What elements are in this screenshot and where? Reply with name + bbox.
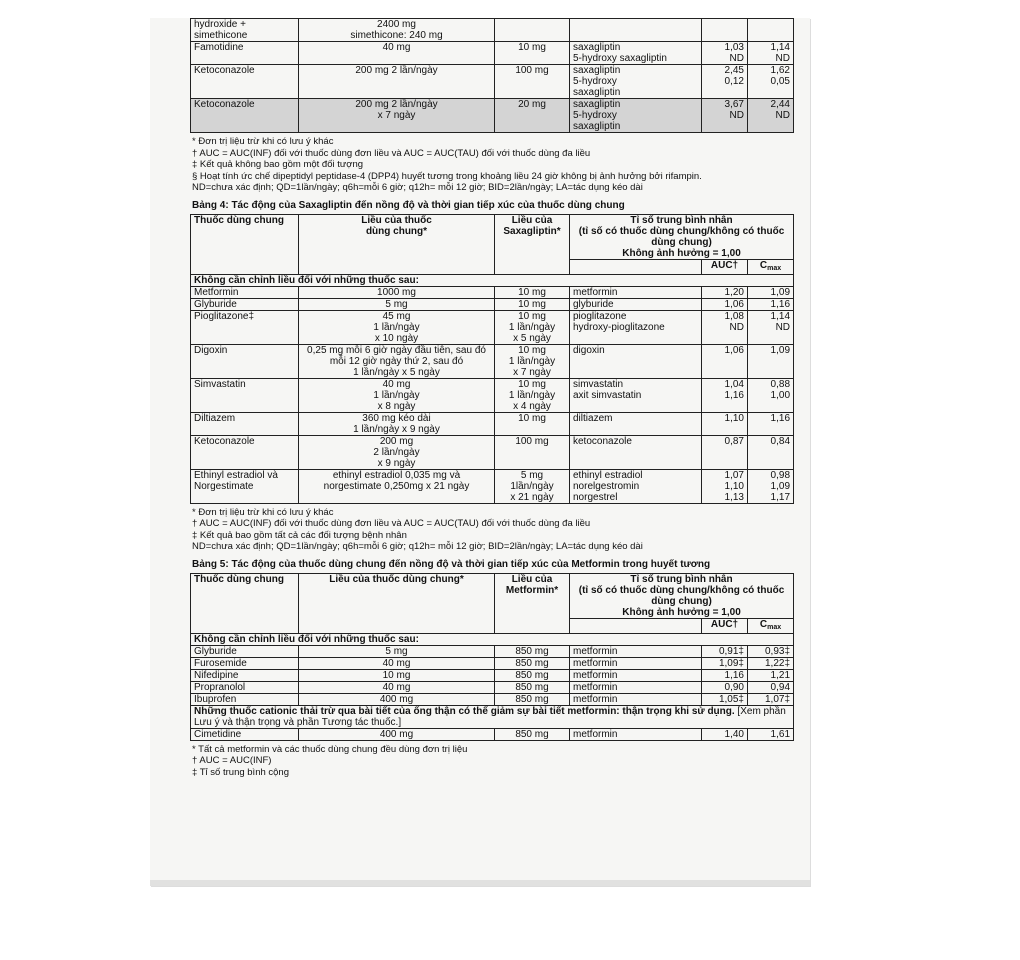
- table-row: [191, 412, 794, 435]
- cell-analyte: metformin: [570, 286, 702, 298]
- cell-cmax: 0,94: [748, 681, 794, 693]
- cell-study-dose: 10 mg 1 lần/ngày x 7 ngày: [495, 344, 570, 378]
- cell-study-dose: 10 mg: [495, 286, 570, 298]
- header-ratio: Tỉ số trung bình nhân (tỉ số có thuốc dùng chung/không có thuốc dùng chung) Không ảnh hưởng = 1,00: [570, 573, 794, 618]
- cell-study-dose: [495, 19, 570, 42]
- cell-study-dose: 10 mg 1 lần/ngày x 5 ngày: [495, 310, 570, 344]
- cell-study-dose: 100 mg: [495, 435, 570, 469]
- cell-auc: 1,05‡: [702, 693, 748, 705]
- cell-analyte: metformin: [570, 693, 702, 705]
- cell-auc: 1,04 1,16: [702, 378, 748, 412]
- cell-dose: 40 mg: [299, 681, 495, 693]
- table-4-section: Không cần chỉnh liều đối với những thuốc sau:: [191, 274, 794, 286]
- cell-dose: 40 mg: [299, 657, 495, 669]
- cell-dose: ethinyl estradiol 0,035 mg và norgestimate 0,250mg x 21 ngày: [299, 469, 495, 503]
- cell-study-dose: 20 mg: [495, 99, 570, 133]
- cell-cmax: 2,44 ND: [748, 99, 794, 133]
- footnote: † AUC = AUC(INF) đối với thuốc dùng đơn liều và AUC = AUC(TAU) đối với thuốc dùng đa liều: [192, 147, 591, 159]
- table-row: [191, 65, 794, 99]
- cell-cmax: 0,98 1,09 1,17: [748, 469, 794, 503]
- cell-auc: 1,09‡: [702, 657, 748, 669]
- cell-study-dose: 10 mg: [495, 298, 570, 310]
- table-row: [191, 435, 794, 469]
- cell-auc: 1,07 1,10 1,13: [702, 469, 748, 503]
- cell-drug: Diltiazem: [191, 412, 299, 435]
- table-5-caption: Bảng 5: Tác động của thuốc dùng chung đến nồng độ và thời gian tiếp xúc của Metformin trong huyết tương: [192, 558, 711, 570]
- cell-auc: [702, 19, 748, 42]
- cell-cmax: 1,14 ND: [748, 310, 794, 344]
- table-row: [191, 681, 794, 693]
- cell-study-dose: 5 mg 1lần/ngày x 21 ngày: [495, 469, 570, 503]
- table-row: [191, 693, 794, 705]
- header-drug: Thuốc dùng chung: [191, 573, 299, 633]
- cell-analyte: saxagliptin 5-hydroxy saxagliptin: [570, 99, 702, 133]
- cell-drug: Ketoconazole: [191, 65, 299, 99]
- cell-drug: Famotidine: [191, 42, 299, 65]
- table-row: [191, 286, 794, 298]
- cell-analyte: metformin: [570, 657, 702, 669]
- header-auc: AUC†: [702, 259, 748, 274]
- cell-cmax: 1,22‡: [748, 657, 794, 669]
- cell-cmax: 0,84: [748, 435, 794, 469]
- header-drug: Thuốc dùng chung: [191, 214, 299, 274]
- cell-cmax: 1,07‡: [748, 693, 794, 705]
- table-5: [190, 573, 794, 741]
- table-row: [191, 378, 794, 412]
- footnote: ‡ Kết quả bao gồm tất cả các đối tượng bệnh nhân: [192, 529, 407, 541]
- cell-drug: Digoxin: [191, 344, 299, 378]
- cell-study-dose: 850 mg: [495, 657, 570, 669]
- cell-dose: 360 mg kéo dài 1 lần/ngày x 9 ngày: [299, 412, 495, 435]
- cell-auc: 0,87: [702, 435, 748, 469]
- footnote: ND=chưa xác định; QD=1lần/ngày; q6h=mỗi 6 giờ; q12h= mỗi 12 giờ; BID=2lần/ngày; LA=tác dụng kéo dài: [192, 182, 643, 193]
- cell-auc: 3,67 ND: [702, 99, 748, 133]
- document-sheet: [190, 18, 796, 778]
- cell-drug: Cimetidine: [191, 728, 299, 740]
- cell-analyte: metformin: [570, 645, 702, 657]
- header-ratio: Tỉ số trung bình nhân (tỉ số có thuốc dùng chung/không có thuốc dùng chung) Không ảnh hưởng = 1,00: [570, 214, 794, 259]
- cell-cmax: [748, 19, 794, 42]
- footnote: † AUC = AUC(INF) đối với thuốc dùng đơn liều và AUC = AUC(TAU) đối với thuốc dùng đa liều: [192, 518, 591, 529]
- cell-dose: 0,25 mg mỗi 6 giờ ngày đầu tiên, sau đó mỗi 12 giờ ngày thứ 2, sau đó 1 lần/ngày x 5 ngày: [299, 344, 495, 378]
- footnote: ‡ Kết quả không bao gồm một đối tượng: [192, 159, 364, 170]
- table-5-footnotes: [190, 744, 796, 779]
- cell-analyte: diltiazem: [570, 412, 702, 435]
- footnote: † AUC = AUC(INF): [192, 755, 272, 766]
- table-4-caption: Bảng 4: Tác động của Saxagliptin đến nồng độ và thời gian tiếp xúc của thuốc dùng chung: [192, 199, 625, 211]
- cell-cmax: 1,21: [748, 669, 794, 681]
- cell-auc: 0,91‡: [702, 645, 748, 657]
- cell-study-dose: 10 mg: [495, 412, 570, 435]
- table-5-section-2: Những thuốc cationic thải trừ qua bài tiết của ống thận có thể giảm sự bài tiết metformin: thận trọng khi sử dụng. [Xem phần Lưu ý và thận trọng và phần Tương tác thuốc.]: [191, 705, 794, 728]
- cell-analyte: simvastatin axit simvastatin: [570, 378, 702, 412]
- cell-study-dose: 850 mg: [495, 669, 570, 681]
- cell-dose: 45 mg 1 lần/ngày x 10 ngày: [299, 310, 495, 344]
- cell-cmax: 1,16: [748, 298, 794, 310]
- table-row: [191, 310, 794, 344]
- cell-study-dose: 850 mg: [495, 681, 570, 693]
- cell-analyte: pioglitazone hydroxy-pioglitazone: [570, 310, 702, 344]
- footnote: * Đơn trị liệu trừ khi có lưu ý khác: [192, 136, 334, 147]
- table-row: [191, 669, 794, 681]
- cell-study-dose: 100 mg: [495, 65, 570, 99]
- cell-study-dose: 850 mg: [495, 645, 570, 657]
- cell-auc: 1,40: [702, 728, 748, 740]
- cell-drug: Simvastatin: [191, 378, 299, 412]
- cell-cmax: 1,61: [748, 728, 794, 740]
- table-row: [191, 728, 794, 740]
- cell-drug: Propranolol: [191, 681, 299, 693]
- cell-auc: 1,06: [702, 344, 748, 378]
- cell-cmax: 1,14 ND: [748, 42, 794, 65]
- cell-drug: Ibuprofen: [191, 693, 299, 705]
- table-row: [191, 344, 794, 378]
- header-cmax: $C_{max}$: [748, 259, 794, 274]
- cell-cmax: 1,09: [748, 344, 794, 378]
- cell-cmax: 1,09: [748, 286, 794, 298]
- cell-analyte: metformin: [570, 681, 702, 693]
- cell-drug: Ketoconazole: [191, 435, 299, 469]
- footnote: ND=chưa xác định; QD=1lần/ngày; q6h=mỗi 6 giờ; q12h= mỗi 12 giờ; BID=2lần/ngày; LA=tác dụng kéo dài: [192, 541, 643, 552]
- cell-dose: 40 mg: [299, 42, 495, 65]
- header-metformin-dose: Liều của Metformin*: [495, 573, 570, 633]
- cell-drug: Metformin: [191, 286, 299, 298]
- cell-drug: Furosemide: [191, 657, 299, 669]
- cell-auc: 0,90: [702, 681, 748, 693]
- cell-drug: Ethinyl estradiol và Norgestimate: [191, 469, 299, 503]
- table-row: [191, 19, 794, 42]
- footnote: * Tất cả metformin và các thuốc dùng chung đều dùng đơn trị liệu: [192, 743, 468, 755]
- footnote: * Đơn trị liệu trừ khi có lưu ý khác: [192, 506, 334, 518]
- cell-dose: 5 mg: [299, 298, 495, 310]
- cell-study-dose: 850 mg: [495, 728, 570, 740]
- cell-drug: hydroxide + simethicone: [191, 19, 299, 42]
- cell-dose: 40 mg 1 lần/ngày x 8 ngày: [299, 378, 495, 412]
- table-4: [190, 214, 794, 504]
- table-4-footnotes: [190, 507, 796, 553]
- header-dose: Liều của thuốc dùng chung*: [299, 573, 495, 633]
- cell-dose: 1000 mg: [299, 286, 495, 298]
- cell-auc: 1,03 ND: [702, 42, 748, 65]
- cell-analyte: ethinyl estradiol norelgestromin norgestrel: [570, 469, 702, 503]
- cell-study-dose: 10 mg: [495, 42, 570, 65]
- cell-analyte: glyburide: [570, 298, 702, 310]
- cell-study-dose: 850 mg: [495, 693, 570, 705]
- cell-analyte: saxagliptin 5-hydroxy saxagliptin: [570, 65, 702, 99]
- cell-analyte: metformin: [570, 669, 702, 681]
- table-5-section-1: Không cần chỉnh liều đối với những thuốc sau:: [191, 633, 794, 645]
- table-3-footnotes: [190, 136, 796, 194]
- cell-auc: 1,20: [702, 286, 748, 298]
- header-sax-dose: Liều của Saxagliptin*: [495, 214, 570, 274]
- cell-drug: Ketoconazole: [191, 99, 299, 133]
- table-row: [191, 298, 794, 310]
- cell-drug: Glyburide: [191, 298, 299, 310]
- cell-dose: 10 mg: [299, 669, 495, 681]
- table-row: [191, 42, 794, 65]
- cell-auc: 2,45 0,12: [702, 65, 748, 99]
- cell-drug: Pioglitazone‡: [191, 310, 299, 344]
- cell-dose: 5 mg: [299, 645, 495, 657]
- cell-cmax: 0,93‡: [748, 645, 794, 657]
- cell-cmax: 1,16: [748, 412, 794, 435]
- header-cmax: $C_{max}$: [748, 618, 794, 633]
- footnote: ‡ Tỉ số trung bình cộng: [192, 766, 289, 778]
- header-dose: Liều của thuốc dùng chung*: [299, 214, 495, 274]
- cell-dose: 200 mg 2 lần/ngày x 9 ngày: [299, 435, 495, 469]
- header-auc: AUC†: [702, 618, 748, 633]
- cell-dose: 200 mg 2 lần/ngày: [299, 65, 495, 99]
- cell-auc: 1,10: [702, 412, 748, 435]
- cell-drug: Nifedipine: [191, 669, 299, 681]
- cell-analyte: saxagliptin 5-hydroxy saxagliptin: [570, 42, 702, 65]
- cell-analyte: metformin: [570, 728, 702, 740]
- cell-analyte: [570, 19, 702, 42]
- cell-cmax: 1,62 0,05: [748, 65, 794, 99]
- footnote: § Hoạt tính ức chế dipeptidyl peptidase-4 (DPP4) huyết tương trong khoảng liều 24 giờ không bị ảnh hưởng bởi rifampin.: [192, 170, 702, 182]
- cell-auc: 1,16: [702, 669, 748, 681]
- cell-analyte: digoxin: [570, 344, 702, 378]
- cell-drug: Glyburide: [191, 645, 299, 657]
- cell-dose: 2400 mg simethicone: 240 mg: [299, 19, 495, 42]
- cell-auc: 1,08 ND: [702, 310, 748, 344]
- cell-analyte: ketoconazole: [570, 435, 702, 469]
- table-row: [191, 469, 794, 503]
- table-row: [191, 99, 794, 133]
- cell-dose: 400 mg: [299, 693, 495, 705]
- table-row: [191, 645, 794, 657]
- cell-study-dose: 10 mg 1 lần/ngày x 4 ngày: [495, 378, 570, 412]
- table-3-continued: [190, 18, 794, 133]
- cell-dose: 200 mg 2 lần/ngày x 7 ngày: [299, 99, 495, 133]
- cell-cmax: 0,88 1,00: [748, 378, 794, 412]
- cell-auc: 1,06: [702, 298, 748, 310]
- cell-dose: 400 mg: [299, 728, 495, 740]
- table-row: [191, 657, 794, 669]
